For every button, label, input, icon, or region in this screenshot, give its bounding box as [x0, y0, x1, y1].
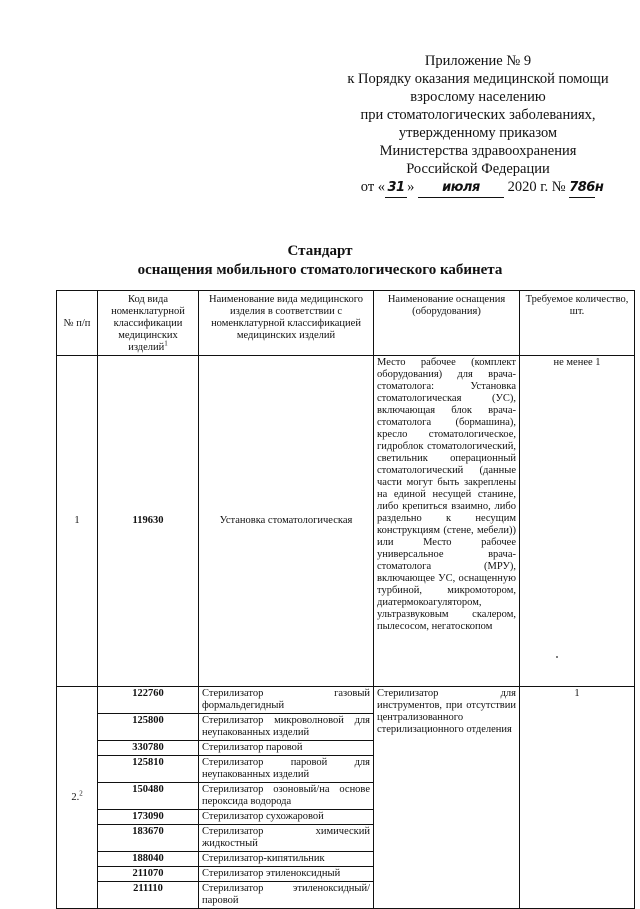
row-code: 125810: [98, 756, 199, 783]
row-type-name: Стерилизатор химический жидкостный: [199, 825, 374, 852]
row-code: 150480: [98, 783, 199, 810]
row-code: 330780: [98, 741, 199, 756]
header-code: [98, 291, 199, 356]
row-code: 173090: [98, 810, 199, 825]
row-code: 211070: [98, 867, 199, 882]
row-type-name: Стерилизатор сухожаровой: [199, 810, 374, 825]
appendix-line: Российской Федерации: [406, 161, 550, 177]
table-row: [57, 356, 635, 687]
order-number: 786н: [569, 179, 595, 198]
row-type-name: Стерилизатор этиленоксидный/паровой: [199, 882, 374, 909]
row-type-name: Стерилизатор микроволновой для неупакованных изделий: [199, 714, 374, 741]
row-type-name: Стерилизатор озоновый/на основе пероксида водорода: [199, 783, 374, 810]
row-type-name: Стерилизатор-кипятильник: [199, 852, 374, 867]
row-number-footnote: 2: [79, 789, 83, 797]
row-type-name: Стерилизатор газовый формальдегидный: [199, 687, 374, 714]
header-qty: Требуемое количество, шт.: [520, 291, 635, 356]
row-number-text: 2.: [71, 791, 80, 803]
header-equipment: Наименование оснащения (оборудования): [374, 291, 520, 356]
row-code: 183670: [98, 825, 199, 852]
row-equipment: Место рабочее (комплект оборудования) для врача-стоматолога: Установка стоматологическая (УС), включающая блок врача-стоматолога (бормашина), кресло стоматологическое, гидроблок стоматологический, светильник операционный стоматологический (данные части могут быть закреплены на единой несущей станине, либо крепиться взаимно, либо раздельно к несущим конструкциям (стене, мебели)) или Место рабочее универсальное врача-стоматолога (МРУ), включающее УС, оснащенную турбиной, микромотором, диатермокоагулятором, ультразвуковым скалером, пылесосом, негатоскопом: [374, 356, 520, 687]
appendix-line: Приложение № 9: [424, 53, 532, 69]
header-code-footnote: 1: [164, 339, 168, 348]
appendix-line: при стоматологических заболеваниях,: [360, 107, 596, 123]
row-type-name: Стерилизатор паровой: [199, 741, 374, 756]
appendix-line: к Порядку оказания медицинской помощи: [347, 71, 609, 87]
row-qty: не менее 1: [520, 356, 635, 687]
row-type-name: Стерилизатор паровой для неупакованных изделий: [199, 756, 374, 783]
row-equipment: Стерилизатор для инструментов, при отсутствии централизованного стерилизационного отделения: [374, 687, 520, 909]
title-line-1: Стандарт: [287, 243, 353, 259]
header-type-name: Наименование вида медицинского изделия в соответствии с номенклатурной классификацией медицинских изделий: [199, 291, 374, 356]
row-code: 119630: [98, 356, 199, 687]
document-title: [0, 242, 640, 280]
row-code: 125800: [98, 714, 199, 741]
appendix-line: Министерства здравоохранения: [379, 143, 577, 159]
appendix-line: утвержденному приказом: [398, 125, 558, 141]
date-mid: »: [407, 179, 415, 195]
header-code-text: Код вида номенклатурной классификации медицинских изделий: [111, 294, 185, 353]
date-day: 31: [385, 179, 407, 198]
date-month: июля: [418, 179, 504, 198]
appendix-line: взрослому населению: [410, 89, 546, 105]
row-code: 122760: [98, 687, 199, 714]
date-prefix: от «: [360, 179, 386, 195]
row-number: 1: [57, 356, 98, 687]
table-header-row: [57, 291, 635, 356]
order-date-line: [318, 178, 638, 198]
row-number: [57, 687, 98, 909]
row-type-name: Установка стоматологическая: [199, 356, 374, 687]
scan-speck: [556, 656, 558, 658]
row-type-name: Стерилизатор этиленоксидный: [199, 867, 374, 882]
appendix-header: [318, 52, 638, 198]
title-line-2: оснащения мобильного стоматологического кабинета: [137, 262, 503, 278]
row-qty: 1: [520, 687, 635, 909]
equipment-table: [56, 290, 635, 909]
date-year: 2020 г. №: [507, 179, 566, 195]
row-code: 188040: [98, 852, 199, 867]
table-row: [57, 687, 635, 714]
row-code: 211110: [98, 882, 199, 909]
header-no: № п/п: [57, 291, 98, 356]
